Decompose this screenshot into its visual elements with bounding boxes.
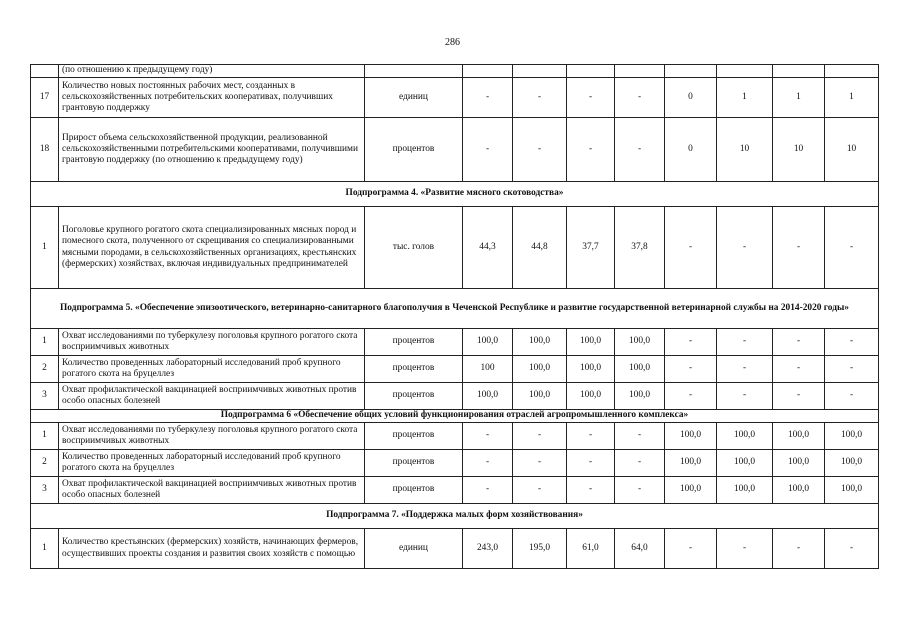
value-cell: -	[513, 118, 567, 182]
indicator-row	[31, 477, 879, 504]
value-cell: 10	[773, 118, 825, 182]
value-cell: 100,0	[615, 329, 665, 356]
value-cell: 100,0	[463, 383, 513, 410]
page-number: 286	[445, 37, 460, 48]
indicator-description-cell: Поголовье крупного рогатого скота специализированных мясных пород и помесного скота, полученного от скрещивания со специализированными мясными породами, в сельскохозяйственных организациях, крестьянских (фермерских) хозяйствах, включая индивидуальных предпринимателей	[59, 207, 365, 289]
value-cell: 0	[665, 78, 717, 118]
unit-cell: единиц	[365, 78, 463, 118]
value-cell: -	[615, 78, 665, 118]
indicator-description-cell: Количество новых постоянных рабочих мест, созданных в сельскохозяйственных потребительских кооперативах, получивших грантовую поддержку	[59, 78, 365, 118]
value-cell: -	[717, 207, 773, 289]
value-cell	[773, 65, 825, 78]
value-cell: 100,0	[773, 477, 825, 504]
indicator-row	[31, 207, 879, 289]
row-number-cell: 17	[31, 78, 59, 118]
value-cell: 10	[825, 118, 879, 182]
value-cell: -	[665, 383, 717, 410]
unit-cell: процентов	[365, 329, 463, 356]
value-cell: 100,0	[825, 423, 879, 450]
value-cell	[665, 65, 717, 78]
value-cell: 100,0	[665, 477, 717, 504]
value-cell: 10	[717, 118, 773, 182]
unit-cell: процентов	[365, 383, 463, 410]
value-cell: -	[463, 118, 513, 182]
row-number-cell: 18	[31, 118, 59, 182]
unit-cell: процентов	[365, 423, 463, 450]
value-cell: -	[665, 529, 717, 569]
value-cell	[463, 65, 513, 78]
value-cell	[567, 65, 615, 78]
value-cell: 100	[463, 356, 513, 383]
indicator-description-cell: (по отношению к предыдущему году)	[59, 65, 365, 78]
value-cell: 100,0	[615, 356, 665, 383]
value-cell: -	[463, 423, 513, 450]
value-cell: 1	[773, 78, 825, 118]
subprogram-title: Подпрограмма 4. «Развитие мясного скотоводства»	[31, 182, 879, 207]
value-cell: -	[513, 423, 567, 450]
unit-cell	[365, 65, 463, 78]
unit-cell: процентов	[365, 118, 463, 182]
value-cell: 100,0	[615, 383, 665, 410]
indicator-row	[31, 65, 879, 78]
value-cell: 1	[825, 78, 879, 118]
subprogram-header-row	[31, 410, 879, 423]
subprogram-title: Подпрограмма 7. «Поддержка малых форм хозяйствования»	[31, 504, 879, 529]
value-cell: 44,8	[513, 207, 567, 289]
value-cell: -	[615, 450, 665, 477]
row-number-cell: 1	[31, 207, 59, 289]
value-cell: 61,0	[567, 529, 615, 569]
value-cell: 100,0	[513, 356, 567, 383]
row-number-cell	[31, 65, 59, 78]
value-cell: 64,0	[615, 529, 665, 569]
value-cell: 1	[717, 78, 773, 118]
value-cell: -	[773, 383, 825, 410]
value-cell: 100,0	[825, 477, 879, 504]
unit-cell: процентов	[365, 356, 463, 383]
value-cell: -	[665, 207, 717, 289]
subprogram-title: Подпрограмма 6 «Обеспечение общих условий функционирования отраслей агропромышленного комплекса»	[31, 410, 879, 423]
value-cell: -	[567, 450, 615, 477]
row-number-cell: 1	[31, 529, 59, 569]
indicator-row	[31, 529, 879, 569]
indicator-row	[31, 78, 879, 118]
value-cell: -	[567, 423, 615, 450]
value-cell: 100,0	[567, 356, 615, 383]
unit-cell: процентов	[365, 477, 463, 504]
value-cell	[615, 65, 665, 78]
value-cell: 100,0	[665, 423, 717, 450]
unit-cell: единиц	[365, 529, 463, 569]
indicator-description-cell: Количество проведенных лабораторный исследований проб крупного рогатого скота на бруцеллез	[59, 356, 365, 383]
value-cell: -	[567, 118, 615, 182]
value-cell: 37,7	[567, 207, 615, 289]
value-cell: -	[513, 477, 567, 504]
value-cell: 100,0	[513, 329, 567, 356]
value-cell: -	[567, 477, 615, 504]
value-cell: -	[773, 329, 825, 356]
value-cell: 44,3	[463, 207, 513, 289]
value-cell: 100,0	[717, 423, 773, 450]
indicator-description-cell: Охват исследованиями по туберкулезу поголовья крупного рогатого скота восприимчивых животных	[59, 329, 365, 356]
indicator-description-cell: Охват профилактической вакцинацией восприимчивых животных против особо опасных болезней	[59, 383, 365, 410]
subprogram-header-row	[31, 182, 879, 207]
row-number-cell: 1	[31, 423, 59, 450]
value-cell: 100,0	[773, 423, 825, 450]
value-cell: -	[463, 450, 513, 477]
value-cell: -	[825, 207, 879, 289]
indicator-row	[31, 423, 879, 450]
value-cell: 100,0	[463, 329, 513, 356]
value-cell: 100,0	[567, 329, 615, 356]
value-cell: -	[567, 78, 615, 118]
value-cell	[717, 65, 773, 78]
indicators-table	[30, 64, 879, 569]
value-cell: 100,0	[513, 383, 567, 410]
value-cell: -	[825, 329, 879, 356]
value-cell: -	[615, 118, 665, 182]
value-cell: 100,0	[665, 450, 717, 477]
value-cell: -	[615, 423, 665, 450]
value-cell: 100,0	[567, 383, 615, 410]
value-cell: -	[717, 329, 773, 356]
unit-cell: процентов	[365, 450, 463, 477]
value-cell: -	[665, 356, 717, 383]
value-cell: -	[513, 450, 567, 477]
subprogram-header-row	[31, 504, 879, 529]
value-cell: 100,0	[717, 450, 773, 477]
indicator-row	[31, 450, 879, 477]
value-cell: 100,0	[825, 450, 879, 477]
value-cell: -	[773, 529, 825, 569]
value-cell: -	[463, 78, 513, 118]
value-cell: 100,0	[717, 477, 773, 504]
indicator-description-cell: Охват профилактической вакцинацией восприимчивых животных против особо опасных болезней	[59, 477, 365, 504]
row-number-cell: 3	[31, 383, 59, 410]
indicator-description-cell: Прирост объема сельскохозяйственной продукции, реализованной сельскохозяйственными потребительскими кооперативами, получившими грантовую поддержку (по отношению к предыдущему году)	[59, 118, 365, 182]
value-cell: 195,0	[513, 529, 567, 569]
value-cell: -	[825, 356, 879, 383]
row-number-cell: 2	[31, 356, 59, 383]
value-cell: -	[773, 207, 825, 289]
value-cell: -	[717, 356, 773, 383]
indicator-row	[31, 118, 879, 182]
indicator-row	[31, 356, 879, 383]
value-cell: -	[615, 477, 665, 504]
value-cell: -	[717, 529, 773, 569]
row-number-cell: 1	[31, 329, 59, 356]
value-cell: 37,8	[615, 207, 665, 289]
value-cell: -	[513, 78, 567, 118]
subprogram-header-row	[31, 289, 879, 329]
value-cell: 243,0	[463, 529, 513, 569]
row-number-cell: 3	[31, 477, 59, 504]
indicator-description-cell: Количество проведенных лабораторный исследований проб крупного рогатого скота на бруцеллез	[59, 450, 365, 477]
value-cell: 100,0	[773, 450, 825, 477]
value-cell: -	[463, 477, 513, 504]
row-number-cell: 2	[31, 450, 59, 477]
value-cell: -	[665, 329, 717, 356]
value-cell	[513, 65, 567, 78]
value-cell: 0	[665, 118, 717, 182]
value-cell: -	[825, 383, 879, 410]
value-cell: -	[825, 529, 879, 569]
subprogram-title: Подпрограмма 5. «Обеспечение эпизоотического, ветеринарно-санитарного благополучия в Чеченской Республике и развитие государственной ветеринарной службы на 2014-2020 годы»	[31, 289, 879, 329]
indicator-row	[31, 329, 879, 356]
value-cell	[825, 65, 879, 78]
value-cell: -	[773, 356, 825, 383]
unit-cell: тыс. голов	[365, 207, 463, 289]
indicator-row	[31, 383, 879, 410]
value-cell: -	[717, 383, 773, 410]
indicator-description-cell: Охват исследованиями по туберкулезу поголовья крупного рогатого скота восприимчивых животных	[59, 423, 365, 450]
indicator-description-cell: Количество крестьянских (фермерских) хозяйств, начинающих фермеров, осуществивших проекты создания и развития своих хозяйств с помощью	[59, 529, 365, 569]
